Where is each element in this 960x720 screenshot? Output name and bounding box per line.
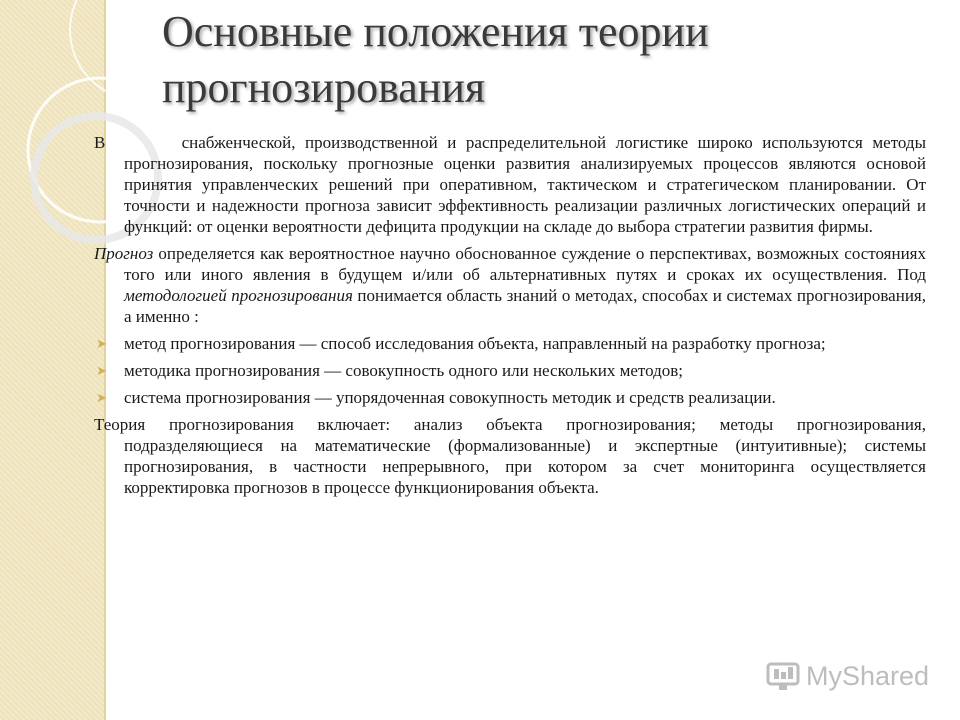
paragraph-logistics-text: снабженческой, производственной и распределительной логистике широко используются методы прогнозирования, поскольку прогнозные оценки развития анализируемых процессов являются основой принятия управленческих решений при оперативном, тактическом и стратегическом планировании. От точности и надежности прогноза зависит эффективность реализации различных логистических операций и функций: от оценки вероятности дефицита продукции на складе до выбора стратегии развития фирмы.: [124, 133, 927, 236]
paragraph-forecast-text-b: понимается область знаний о методах, способах и системах прогнозирования, а именно :: [124, 286, 926, 326]
watermark-text: MyShared: [806, 660, 930, 691]
title-line-2: прогнозирования: [162, 63, 486, 112]
title-line-1: Основные положения теории: [162, 7, 709, 56]
myshared-logo-icon: [766, 660, 800, 692]
bullet-item: [94, 360, 926, 381]
myshared-watermark: [766, 656, 936, 696]
paragraph-forecast: [94, 243, 926, 327]
paragraph-theory-text: Теория прогнозирования включает: анализ объекта прогнозирования; методы прогнозирования, подразделяющиеся на математические (формализованные) и экспертные (интуитивные); системы прогнозирования, в частности непрерывного, при котором за счет мониторинга осуществляется корректировка прогнозов в процессе функционирования объекта.: [94, 415, 926, 497]
bullet-text: методика прогнозирования — совокупность одного или нескольких методов;: [124, 361, 684, 380]
bullet-item: [94, 387, 926, 408]
paragraph-forecast-text-a: определяется как вероятностное научно обоснованное суждение о перспективах, возможных состояниях того или иного явления в будущем и/или об альтернативных путях и сроках их осуществления. Под: [124, 244, 926, 284]
decorative-side-panel: [0, 0, 104, 720]
arrow-bullet-icon: ➤: [96, 363, 107, 378]
term-methodology: методологией прогнозирования: [124, 286, 353, 305]
paragraph-logistics: [94, 132, 926, 237]
arrow-bullet-icon: ➤: [96, 390, 107, 405]
bullet-item: [94, 333, 926, 354]
term-forecast: Прогноз: [94, 244, 154, 263]
slide-content: [94, 132, 926, 504]
paragraph-theory: [94, 414, 926, 498]
arrow-bullet-icon: ➤: [96, 336, 107, 351]
slide-title: [162, 4, 932, 116]
paragraph-lead: В: [94, 133, 106, 152]
bullet-text: метод прогнозирования — способ исследования объекта, направленный на разработку прогноза;: [124, 334, 826, 353]
bullet-text: система прогнозирования — упорядоченная совокупность методик и средств реализации.: [124, 388, 776, 407]
